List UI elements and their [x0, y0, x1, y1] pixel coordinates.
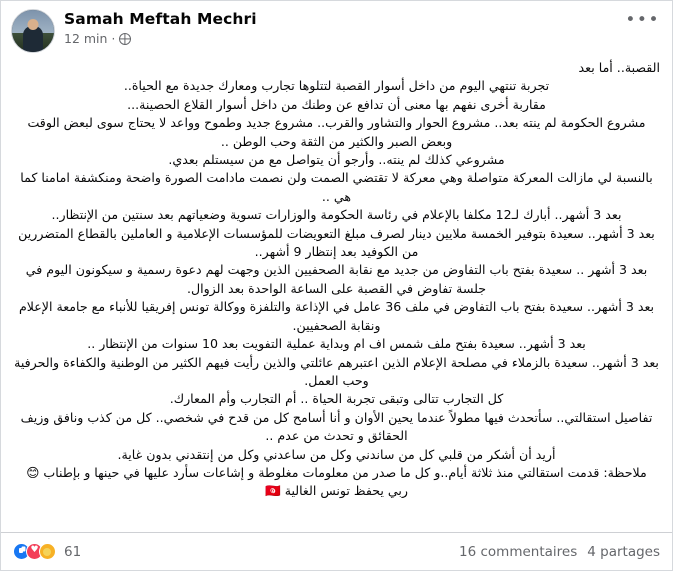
post-paragraph: ربي يحفظ تونس الغالية 🇹🇳	[265, 483, 408, 499]
reaction-count: 61	[64, 543, 82, 560]
reaction-icons	[13, 543, 52, 560]
post-paragraph: أريد أن أشكر من قلبي كل من ساندني وكل من ساعدني وكل من إنتقدني بدون غاية.	[117, 446, 556, 462]
post-meta	[64, 32, 662, 46]
shares-count[interactable]: 4 partages	[587, 543, 660, 560]
post-paragraph: مشروعي كذلك لم ينته.. وأرجو أن يتواصل مع من سيستلم بعدي.	[168, 152, 505, 168]
post-footer	[1, 532, 672, 570]
post-timestamp[interactable]: 12 min	[64, 31, 108, 46]
post-paragraph: تفاصيل استقالتي.. سأتحدث فيها مطولاً عندما يحين الأوان و أنا أسامح كل من قدح في شخصي.. كل من كذب ونافق وزيف الحقائق و تحدث من عدم ..	[20, 409, 653, 444]
author-block	[64, 9, 662, 46]
post-body	[1, 57, 672, 532]
footer-counts	[459, 544, 660, 560]
post-paragraph: تجربة تنتهي اليوم من داخل أسوار القصبة لتتلوها تجارب ومعارك جديدة مع الحياة..	[123, 78, 550, 94]
post-paragraph: بعد 3 أشهر.. سعيدة بفتح باب التفاوض في ملف 36 عامل في الإذاعة والتلفزة ووكالة تونس إفريقيا للأنباء مع جامعة الإعلام ونقابة الصحفيين.	[18, 299, 655, 333]
post-paragraph: مقاربة أخرى نفهم بها معنى أن تدافع عن وطنك من داخل أسوار القلاع الحصينة...	[127, 96, 546, 112]
avatar-person-head	[28, 19, 39, 30]
post-paragraph: ملاحظة: قدمت استقالتي منذ ثلاثة أيام..و كل ما صدر من معلومات مغلوطة و إشاعات سأرد عليها في حينها و بإطناب 😊	[26, 464, 647, 480]
reactions-summary[interactable]	[13, 543, 81, 560]
author-name[interactable]: Samah Meftah Mechri	[64, 10, 257, 28]
post-paragraph: القصبة.. أما بعد	[578, 60, 660, 75]
post-paragraph: بعد 3 أشهر.. أبارك لـ12 مكلفا بالإعلام في رئاسة الحكومة والوزارات تسوية وضعياتهم بعد سنتين من الإنتظار..	[51, 207, 622, 223]
post-paragraph: بعد 3 أشهر.. سعيدة بتوفير الخمسة ملايين دينار لصرف مبلغ التعويضات للمؤسسات الإعلامية و العاملين بالقطاع المتضررين من الكوفيد بعد إنتظار 9 أشهر..	[18, 225, 655, 260]
meta-separator: ·	[111, 32, 116, 46]
ellipsis-icon[interactable]: •••	[625, 10, 660, 30]
comments-count[interactable]: 16 commentaires	[459, 543, 578, 560]
post-paragraph: بعد 3 أشهر .. سعيدة بفتح باب التفاوض من جديد مع نقابة الصحفيين الذين وجهت لهم دعوة رسمية و سيكونون اليوم في جلسة تفاوض في القصبة على الساعة الواحدة بعد الزوال.	[25, 262, 648, 296]
post-paragraph: كل التجارب تتالى وتبقى تجربة الحياة .. أم التجارب وأم المعارك.	[169, 391, 504, 407]
globe-icon	[119, 33, 131, 45]
avatar[interactable]	[11, 9, 55, 53]
post-paragraph: بعد 3 أشهر.. سعيدة بالزملاء في مصلحة الإعلام الذين اعتبرهم عائلتي والذين رأيت فيهم الكثير من الوطنية والكفاءة والحرفية وحب العمل.	[14, 354, 659, 388]
care-icon	[39, 543, 56, 560]
post-paragraph: بعد 3 أشهر.. سعيدة بفتح ملف شمس اف ام وبداية عملية التفويت بعد 10 سنوات من الإنتظار ..	[87, 336, 586, 352]
post-header	[1, 1, 672, 57]
post-paragraph: مشروع الحكومة لم ينته بعد.. مشروع الحوار والتشاور والقرب.. مشروع جديد وطموح وواعد لا يحتاج سوى لبعض الوقت وبعض الصبر والكثير من الثقة وحب الوطن ..	[27, 115, 646, 149]
post-paragraph: بالنسبة لي مازالت المعركة متواصلة وهي معركة لا تقتضي الصمت ولن نصمت مادامت الصورة واضحة ومنكشفة امامنا كما هي ..	[20, 170, 653, 204]
